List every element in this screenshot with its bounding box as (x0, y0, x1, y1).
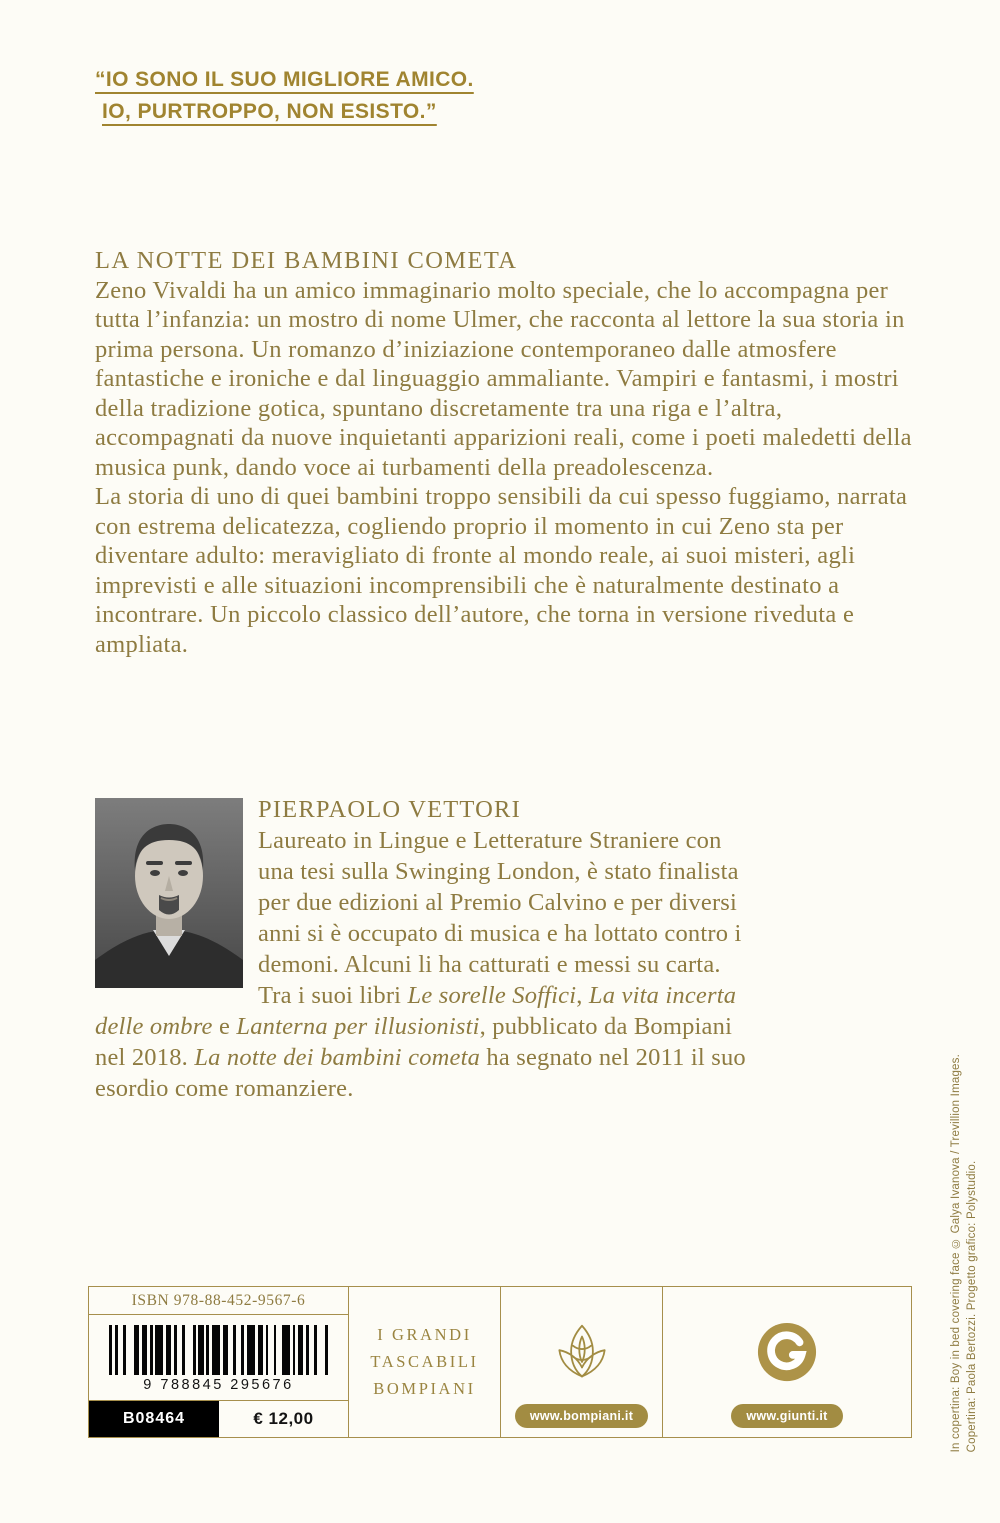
cover-quote-line-2: IO, PURTROPPO, NON ESISTO.” (102, 100, 437, 123)
series-line-2: TASCABILI (370, 1352, 479, 1371)
bompiani-cell (501, 1287, 663, 1437)
cover-quote-line-1: “IO SONO IL SUO MIGLIORE AMICO. (95, 68, 474, 91)
author-section (95, 794, 755, 1104)
synopsis (95, 246, 913, 659)
bompiani-url: www.bompiani.it (515, 1404, 648, 1428)
giunti-logo-icon (756, 1321, 818, 1383)
edition-code-badge: B08464 (89, 1401, 219, 1437)
series-line-3: BOMPIANI (373, 1379, 476, 1398)
author-photo (95, 798, 243, 988)
barcode (109, 1325, 327, 1375)
price: € 12,00 (253, 1409, 314, 1428)
cover-quote (95, 64, 474, 128)
book-title: LA NOTTE DEI BAMBINI COMETA (95, 247, 518, 274)
author-bio: Laureato in Lingue e Letterature Straniere con una tesi sulla Swinging London, è stato finalista per due edizioni al Premio Calvino e per diversi anni si è occupato di musica e ha lottato contro i demoni. Alcuni li ha catturati e messi su carta. Tra i suoi libri Le sorelle Soffici, La vita incerta delle ombre e Lanterna per illusionisti, pubblicato da Bompiani nel 2018. La notte dei bambini cometa ha segnato nel 2011 il suo esordio come romanziere. (95, 827, 746, 1102)
photo-credits (948, 1054, 980, 1452)
price-row (89, 1400, 348, 1437)
giunti-cell (663, 1287, 911, 1437)
isbn-label: ISBN 978-88-452-9567-6 (89, 1287, 348, 1315)
series-line-1: I GRANDI (377, 1325, 472, 1344)
design-credit-line: Copertina: Paola Bertozzi. Progetto grafico: Polystudio. (966, 1160, 978, 1452)
synopsis-paragraph-2: La storia di uno di quei bambini troppo sensibili da cui spesso fuggiamo, narrata con estrema delicatezza, cogliendo proprio il momento in cui Zeno sta per diventare adulto: meravigliato di fronte al mondo reale, ai suoi misteri, agli imprevisti e alle situazioni incomprensibili che è naturalmente destinato a incontrare. Un piccolo classico dell’autore, che torna in versione riveduta e ampliata. (95, 483, 908, 658)
barcode-area (89, 1315, 348, 1400)
isbn-cell (89, 1287, 349, 1437)
series-cell (349, 1287, 501, 1437)
bompiani-logo-holder (553, 1299, 611, 1404)
photo-credit-line: In copertina: Boy in bed covering face © Galya Ivanova / Trevillion Images. (950, 1053, 962, 1452)
giunti-logo-holder (756, 1299, 818, 1404)
barcode-digits: 9 788845 295676 (143, 1377, 294, 1393)
author-name: PIERPAOLO VETTORI (258, 796, 521, 823)
footer-info-box (88, 1286, 912, 1438)
giunti-url: www.giunti.it (731, 1404, 842, 1428)
bompiani-flower-icon (553, 1322, 611, 1382)
synopsis-paragraph-1: Zeno Vivaldi ha un amico immaginario molto speciale, che lo accompagna per tutta l’infanzia: un mostro di nome Ulmer, che racconta al lettore la sua storia in prima persona. Un romanzo d’iniziazione contemporaneo dalle atmosfere fantastiche e ironiche e dal linguaggio ammaliante. Vampiri e fantasmi, i mostri della tradizione gotica, spuntano discretamente tra una riga e l’altra, accompagnati da nuove inquietanti apparizioni reali, come i poeti maledetti della musica punk, dando voce ai turbamenti della preadolescenza. (95, 276, 912, 481)
